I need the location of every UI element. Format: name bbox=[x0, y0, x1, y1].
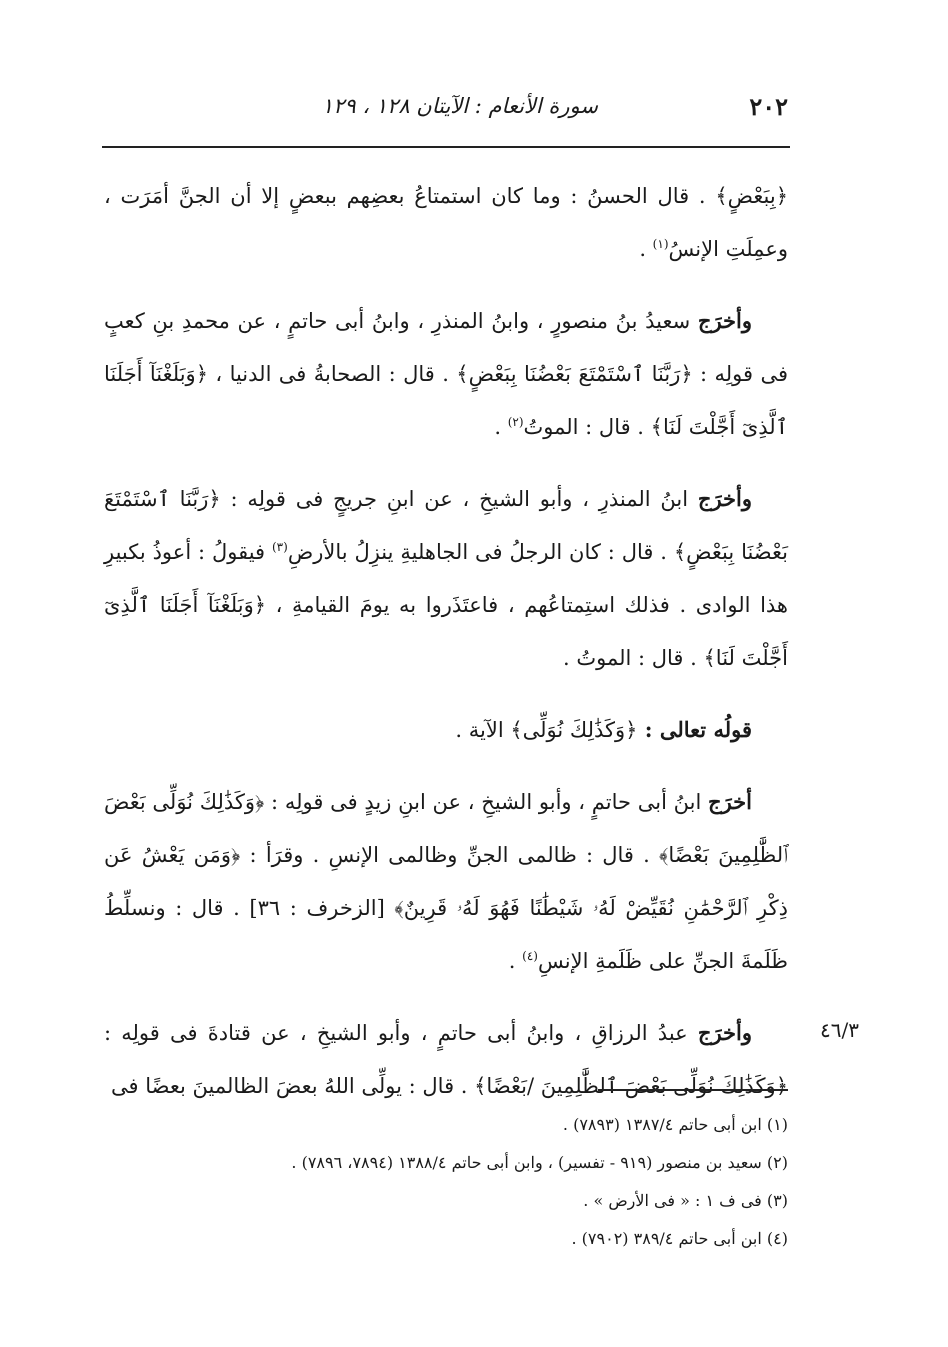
paragraph-lead: وأخرَج bbox=[697, 1020, 752, 1045]
footnote-ref[interactable]: (١) bbox=[652, 237, 669, 251]
heading-text: ﴿وَكَذَٰلِكَ نُوَلِّى﴾ الآية . bbox=[455, 718, 638, 742]
footnotes bbox=[160, 1106, 788, 1258]
paragraph-lead: أخرَج bbox=[708, 789, 752, 814]
margin-reference: ٤٦/٣ bbox=[820, 1018, 859, 1042]
paragraph-4 bbox=[104, 775, 788, 988]
section-heading bbox=[104, 703, 788, 757]
footnote-1: (١) ابن أبى حاتم ١٣٨٧/٤ (٧٨٩٣) . bbox=[562, 1115, 788, 1134]
paragraph-1 bbox=[104, 170, 788, 276]
paragraph-text: ابنُ المنذرِ ، وأبو الشيخِ ، عن ابنِ جريجٍ فى قولِه : ﴿رَبَّنَا ٱسْتَمْتَعَ بَعْضُنَا بِبَعْضٍ﴾ . قال : كان الرجلُ فى الجاهليةِ ينزِلُ بالأرضِ bbox=[104, 487, 788, 564]
footnote-3: (٣) فى ف ١ : « فى الأرض » . bbox=[583, 1191, 788, 1210]
paragraph-end: . bbox=[639, 237, 653, 261]
footnote-ref[interactable]: (٢) bbox=[507, 415, 524, 429]
footnote-4: (٤) ابن أبى حاتم ٣٨٩/٤ (٧٩٠٢) . bbox=[571, 1229, 788, 1248]
paragraph-end: . bbox=[494, 415, 508, 439]
paragraph-text: عبدُ الرزاقِ ، وابنُ أبى حاتمٍ ، وأبو الشيخِ ، عن قتادةَ فى قولِه : ﴿وَكَذَٰلِكَ نُوَلِّى بَعْضَ ٱلظَّٰلِمِينَ /بَعْضًا﴾ . قال : يولِّى اللهُ بعضَ الظالمينَ بعضًا فى bbox=[104, 1021, 788, 1098]
paragraph-lead: وأخرَج bbox=[697, 308, 752, 333]
paragraph-text: ابنُ أبى حاتمٍ ، وأبو الشيخِ ، عن ابنِ زيدٍ فى قولِه : ﴿وَكَذَٰلِكَ نُوَلِّى بَعْضَ ٱلظَّٰلِمِينَ بَعْضًا﴾ . قال : ظالمى الجنِّ وظالمى الإنسِ . وقرَأ : ﴿وَمَن يَعْشُ عَن ذِكْرِ ٱلرَّحْمَٰنِ نُقَيِّضْ لَهُۥ شَيْطَٰنًا فَهُوَ لَهُۥ قَرِينٌ﴾ [الزخرف : ٣٦] . قال : ونسلِّطُ ظَلَمةَ الجنِّ على ظَلَمةِ الإنسِ bbox=[104, 790, 788, 973]
paragraph-text-continued: فيقولُ : أعوذُ بكبيرِ هذا الوادى . فذلك استِمتاعُهم ، فاعتَذَروا به يومَ القيامةِ ، ﴿وَبَلَغْنَآ أَجَلَنَا ٱلَّذِىٓ أَجَّلْتَ لَنَا﴾ . قال : الموتُ . bbox=[104, 540, 789, 670]
paragraph-text: ﴿بِبَعْضٍ﴾ . قال الحسنُ : وما كان استمتاعُ بعضِهم ببعضٍ إلا أن الجنَّ أمَرَت ، وعمِلَتِ الإنسُ bbox=[104, 184, 788, 261]
paragraph-5 bbox=[104, 1006, 788, 1113]
page-header bbox=[104, 92, 788, 132]
paragraph-text: سعيدُ بنُ منصورٍ ، وابنُ المنذرِ ، وابنُ أبى حاتمٍ ، عن محمدِ بنِ كعبٍ فى قولِه : ﴿رَبَّنَا ٱسْتَمْتَعَ بَعْضُنَا بِبَعْضٍ﴾ . قال : الصحابةُ فى الدنيا ، ﴿وَبَلَغْنَآ أَجَلَنَا ٱلَّذِىٓ أَجَّلْتَ لَنَا﴾ . قال : الموتُ bbox=[104, 309, 788, 439]
page-number: ٢٠٢ bbox=[749, 92, 788, 121]
paragraph-3 bbox=[104, 472, 788, 685]
footnote-ref[interactable]: (٣) bbox=[271, 540, 288, 554]
paragraph-2 bbox=[104, 294, 788, 454]
footnote-2: (٢) سعيد بن منصور (٩١٩ - تفسير) ، وابن أبى حاتم ١٣٨٨/٤ (٧٨٩٤، ٧٨٩٦) . bbox=[291, 1153, 788, 1172]
main-text bbox=[104, 170, 788, 1131]
header-divider bbox=[102, 146, 790, 148]
footnote-ref[interactable]: (٤) bbox=[522, 949, 538, 963]
footnote-divider bbox=[598, 1089, 788, 1091]
paragraph-lead: وأخرَج bbox=[697, 486, 752, 511]
running-title: سورة الأنعام : الآيتان ١٢٨ ، ١٢٩ bbox=[321, 94, 598, 118]
heading-lead: قولُه تعالى : bbox=[637, 717, 752, 742]
paragraph-end: . bbox=[508, 949, 523, 973]
